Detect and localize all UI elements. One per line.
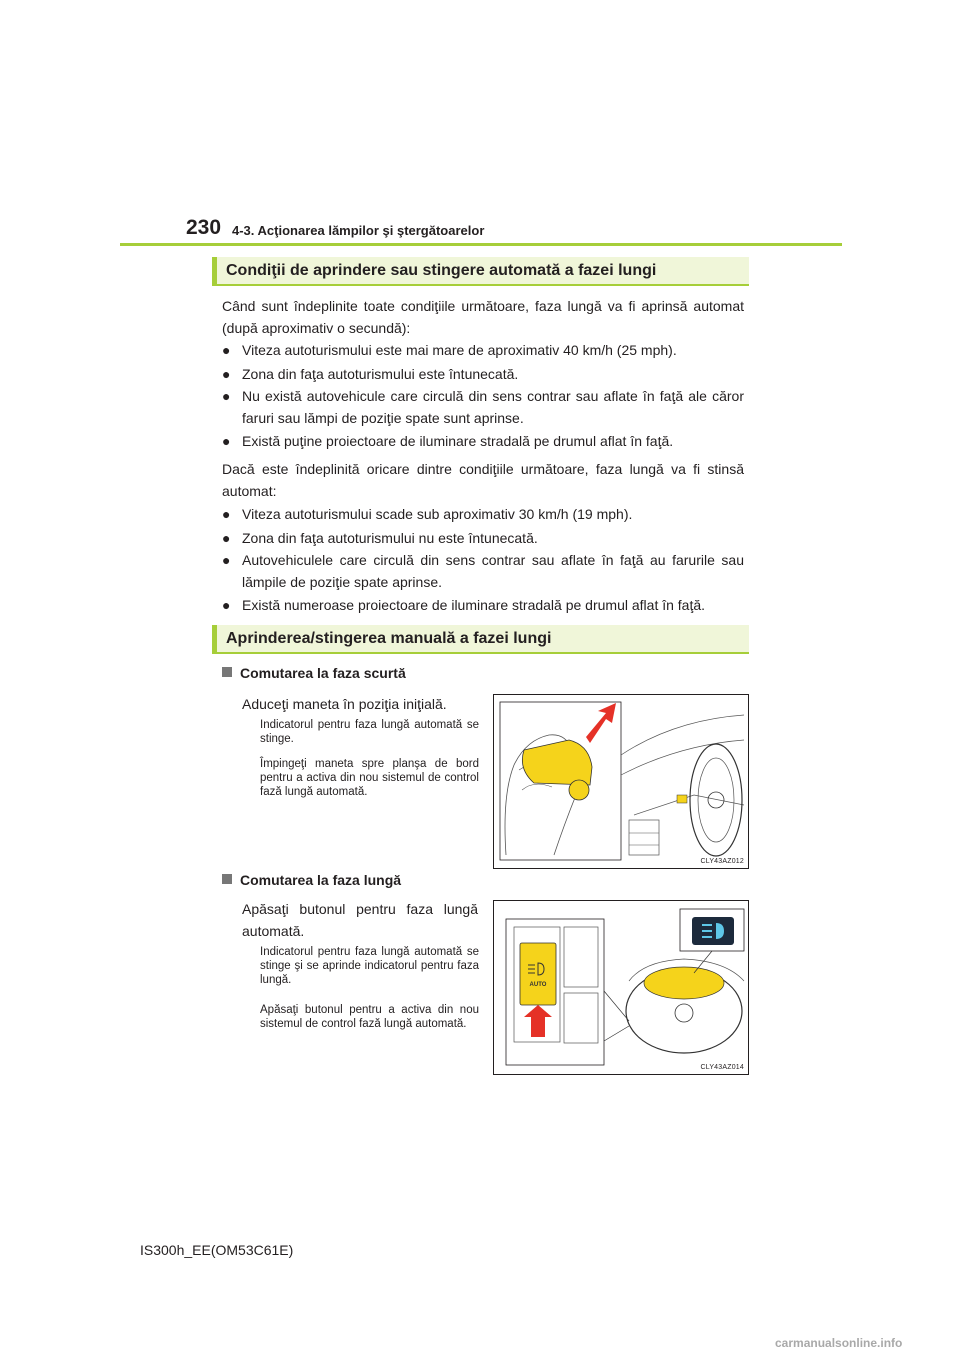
bullet-icon: ● xyxy=(222,552,231,568)
high-beam-instruction: Apăsaţi butonul pentru faza lungă automată. xyxy=(242,901,478,939)
subheading-low-beam: Comutarea la faza scurtă xyxy=(222,663,406,683)
auto-button-drawing xyxy=(494,901,749,1075)
intro-off-paragraph: Dacă este îndeplinită oricare dintre condiţiile următoare, faza lungă va fi stinsă automat: xyxy=(222,461,744,499)
bullet-icon: ● xyxy=(222,530,231,546)
bullet-icon: ● xyxy=(222,506,231,522)
square-bullet-icon xyxy=(222,667,232,677)
bullet-icon: ● xyxy=(222,342,231,358)
condition-off-item: ● Există numeroase proiectoare de iluminare stradală pe drumul aflat în faţă. xyxy=(222,594,744,616)
condition-off-item: ● Viteza autoturismului scade sub aproximativ 30 km/h (19 mph). xyxy=(222,503,744,525)
low-beam-instruction: Aduceţi maneta în poziţia iniţială. xyxy=(242,696,447,712)
figure-code: CLY43AZ014 xyxy=(700,1064,744,1071)
figure-code: CLY43AZ012 xyxy=(700,858,744,865)
section-heading-manual xyxy=(212,625,749,654)
condition-on-item: ● Viteza autoturismului este mai mare de aproximativ 40 km/h (25 mph). xyxy=(222,339,744,361)
square-bullet-icon xyxy=(222,874,232,884)
chapter-title: 4-3. Acţionarea lămpilor şi ştergătoarelor xyxy=(232,223,485,238)
intro-on-paragraph: Când sunt îndeplinite toate condiţiile următoare, faza lungă va fi aprinsă automat (după aproximativ o secundă): xyxy=(222,298,744,336)
section-heading-auto-conditions xyxy=(212,257,749,286)
bullet-icon: ● xyxy=(222,433,231,449)
condition-on-item: ● Nu există autovehicule care circulă din sens contrar sau aflate în faţă ale căror faruri sau lămpi de poziţie spate sunt aprinse. xyxy=(222,385,744,429)
low-beam-note-1: Indicatorul pentru faza lungă automată se stinge. xyxy=(260,719,479,745)
auto-button-label: AUTO xyxy=(529,982,547,988)
condition-off-item: ● Autovehiculele care circulă din sens contrar sau aflate în faţă au farurile sau lămpile de poziţie spate aprinse. xyxy=(222,549,744,593)
bullet-icon: ● xyxy=(222,366,231,382)
page-number: 230 xyxy=(186,216,222,239)
auto-button-illustration xyxy=(493,900,749,1075)
condition-off-item: ● Zona din faţa autoturismului nu este întunecată. xyxy=(222,527,744,549)
watermark[interactable]: carmanualsonline.info xyxy=(775,1336,903,1350)
header-rule xyxy=(120,243,842,246)
low-beam-note-2: Împingeţi maneta spre planşa de bord pentru a activa din nou sistemul de control fază lungă automată. xyxy=(260,758,479,798)
lever-illustration xyxy=(493,694,749,869)
high-beam-note-1: Indicatorul pentru faza lungă automată se stinge şi se aprinde indicatorul pentru faza lungă. xyxy=(260,946,479,986)
footer-model-code: IS300h_EE(OM53C61E) xyxy=(140,1242,294,1258)
lever-drawing xyxy=(494,695,749,869)
subheading-high-beam: Comutarea la faza lungă xyxy=(222,870,401,890)
high-beam-note-2: Apăsaţi butonul pentru a activa din nou sistemul de control fază lungă automată. xyxy=(260,1004,479,1030)
bullet-icon: ● xyxy=(222,388,231,404)
bullet-icon: ● xyxy=(222,597,231,613)
section-title: Condiţii de aprindere sau stingere automată a fazei lungi xyxy=(226,262,657,279)
condition-on-item: ● Există puţine proiectoare de iluminare stradală pe drumul aflat în faţă. xyxy=(222,430,744,452)
condition-on-item: ● Zona din faţa autoturismului este întunecată. xyxy=(222,363,744,385)
section-title: Aprinderea/stingerea manuală a fazei lungi xyxy=(226,630,552,647)
